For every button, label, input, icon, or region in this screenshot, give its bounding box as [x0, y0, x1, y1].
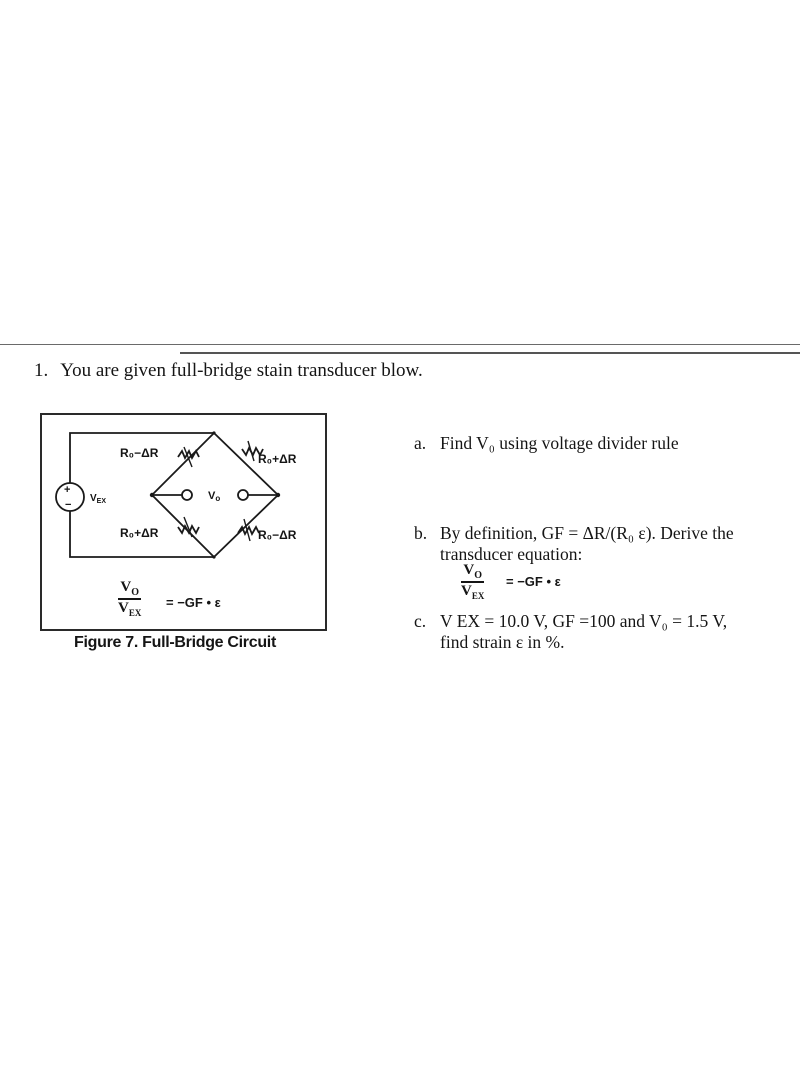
output-voltage-label: Vo: [208, 490, 221, 503]
gauge-arrow-tr: [248, 441, 254, 461]
page-divider-line-lower: [180, 352, 800, 354]
resistor-label-top-left: R₀−ΔR: [120, 446, 159, 460]
resistor-label-bottom-right: R₀−ΔR: [258, 528, 297, 542]
part-b-equation-fraction: [461, 562, 484, 601]
output-terminal-left: [182, 490, 192, 500]
question-stem: [34, 360, 423, 382]
part-c: [414, 611, 727, 653]
part-b: [414, 523, 734, 565]
part-b-line2: transducer equation:: [440, 544, 583, 564]
part-c-line2: find strain ε in %.: [440, 632, 565, 652]
source-label: $V_{EX}$: [90, 493, 107, 505]
part-c-line1: V EX = 10.0 V, GF =100 and V₀ = 1.5 V,: [440, 611, 728, 631]
part-b-line1: By definition, GF = ΔR/(R₀ ε). Derive the: [440, 523, 734, 543]
part-b-eq-numerator: $V_O$: [463, 562, 482, 581]
arm-top-left: [152, 433, 214, 495]
resistor-label-top-right: R₀+ΔR: [258, 452, 297, 466]
figure-eq-rhs: = −GF • ε: [166, 595, 221, 610]
resistor-label-bottom-left: R₀+ΔR: [120, 526, 159, 540]
full-bridge-figure: [40, 413, 327, 631]
figure-equation-fraction: [118, 579, 141, 618]
source-minus-sign: −: [65, 499, 72, 511]
question-text: You are given full-bridge stain transducer blow.: [60, 360, 423, 381]
question-number: 1.: [34, 360, 49, 381]
source-plus-sign: +: [64, 484, 71, 496]
part-b-eq-rhs: = −GF • ε: [506, 574, 561, 589]
figure-eq-denominator: $V_{EX}$: [118, 600, 142, 618]
output-terminal-right: [238, 490, 248, 500]
figure-eq-numerator: $V_O$: [120, 579, 139, 598]
page-divider-line: [0, 344, 800, 345]
part-a-text: Find V₀ using voltage divider rule: [440, 433, 679, 453]
part-b-letter: b.: [414, 523, 428, 543]
figure-caption: Figure 7. Full-Bridge Circuit: [74, 634, 276, 651]
arm-bottom-left: [152, 495, 214, 557]
part-a: [414, 433, 679, 454]
part-c-letter: c.: [414, 611, 427, 631]
part-b-eq-denominator: $V_{EX}$: [461, 583, 485, 601]
part-a-letter: a.: [414, 433, 427, 453]
